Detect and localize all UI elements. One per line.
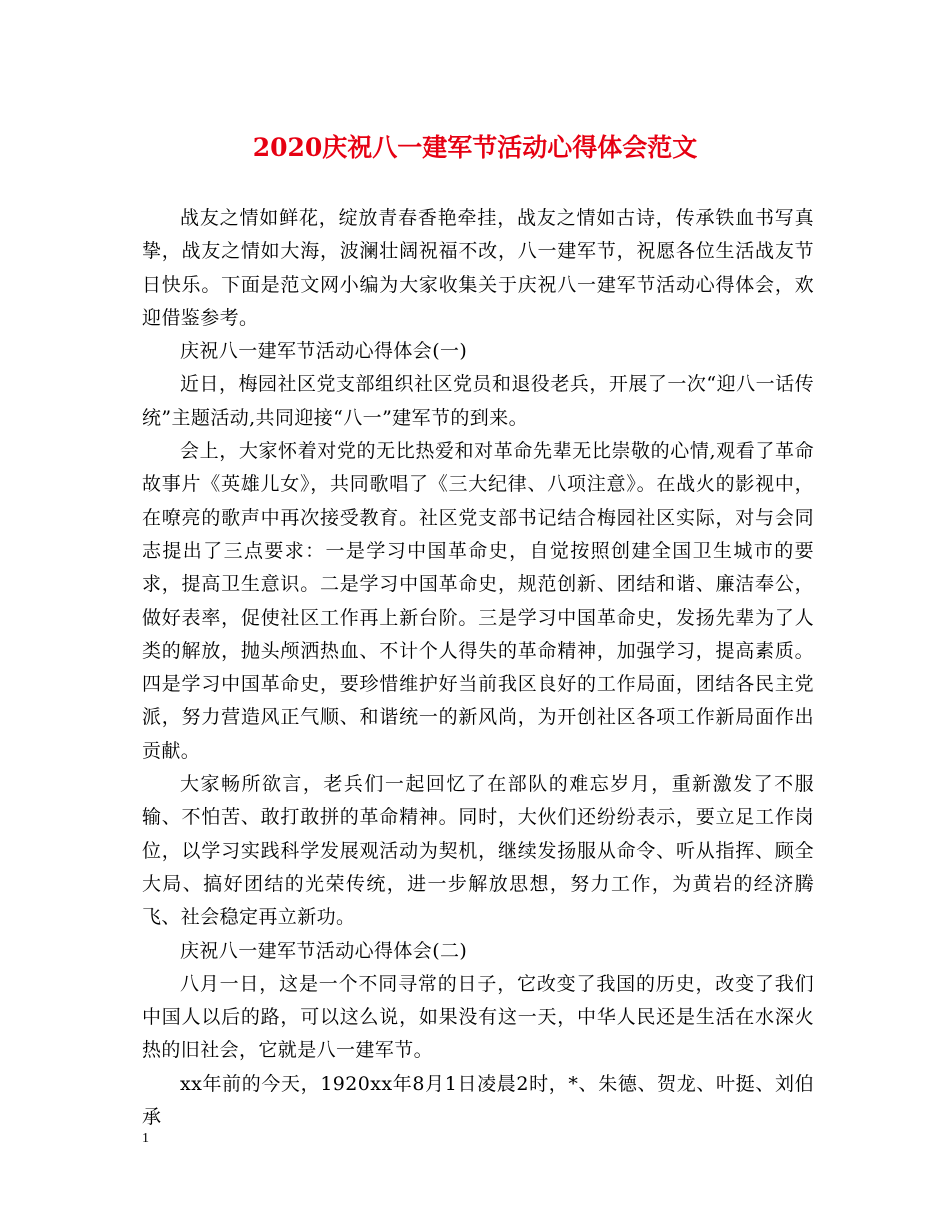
body-paragraph: 近日，梅园社区党支部组织社区党员和退役老兵，开展了一次“迎八一话传统”主题活动,共同迎接“八一”建军节的到来。 — [142, 373, 814, 429]
body-paragraph: 会上，大家怀着对党的无比热爱和对革命先辈无比崇敬的心情,观看了革命故事片《英雄儿女》，共同歌唱了《三大纪律、八项注意》。在战火的影视中，在嘹亮的歌声中再次接受教育。社区党支部书记结合梅园社区实际，对与会同志提出了三点要求：一是学习中国革命史，自觉按照创建全国卫生城市的要求，提高卫生意识。二是学习中国革命史，规范创新、团结和谐、廉洁奉公，做好表率，促使社区工作再上新台阶。三是学习中国革命史，发扬先辈为了人类的解放，抛头颅洒热血、不计个人得失的革命精神，加强学习，提高素质。四是学习中国革命史，要珍惜维护好当前我区良好的工作局面，团结各民主党派，努力营造风正气顺、和谐统一的新风尚，为开创社区各项工作新局面作出贡献。 — [142, 440, 814, 762]
body-paragraph: 八月一日，这是一个不同寻常的日子，它改变了我国的历史，改变了我们中国人以后的路，可以这么说，如果没有这一天，中华人民还是生活在水深火热的旧社会，它就是八一建军节。 — [142, 972, 814, 1062]
body-paragraph: 大家畅所欲言，老兵们一起回忆了在部队的难忘岁月，重新激发了不服输、不怕苦、敢打敢拼的革命精神。同时，大伙们还纷纷表示，要立足工作岗位，以学习实践科学发展观活动为契机，继续发扬服从命令、听从指挥、顾全大局、搞好团结的光荣传统，进一步解放思想，努力工作，为黄岩的经济腾飞、社会稳定再立新功。 — [142, 773, 814, 929]
document-title: 2020庆祝八一建军节活动心得体会范文 — [252, 133, 698, 162]
section-heading-1: 庆祝八一建军节活动心得体会(一) — [180, 340, 468, 363]
page-number: 1 — [142, 1131, 149, 1146]
document-body — [142, 202, 814, 1134]
intro-paragraph: 战友之情如鲜花，绽放青春香艳牵挂，战友之情如古诗，传承铁血书写真挚，战友之情如大海，波澜壮阔祝福不改，八一建军节，祝愿各位生活战友节日快乐。下面是范文网小编为大家收集关于庆祝八一建军节活动心得体会，欢迎借鉴参考。 — [142, 207, 814, 329]
body-paragraph: xx年前的今天，1920xx年8月1日凌晨2时，*、朱德、贺龙、叶挺、刘伯承 — [142, 1072, 814, 1129]
section-heading-2: 庆祝八一建军节活动心得体会(二) — [180, 939, 468, 962]
